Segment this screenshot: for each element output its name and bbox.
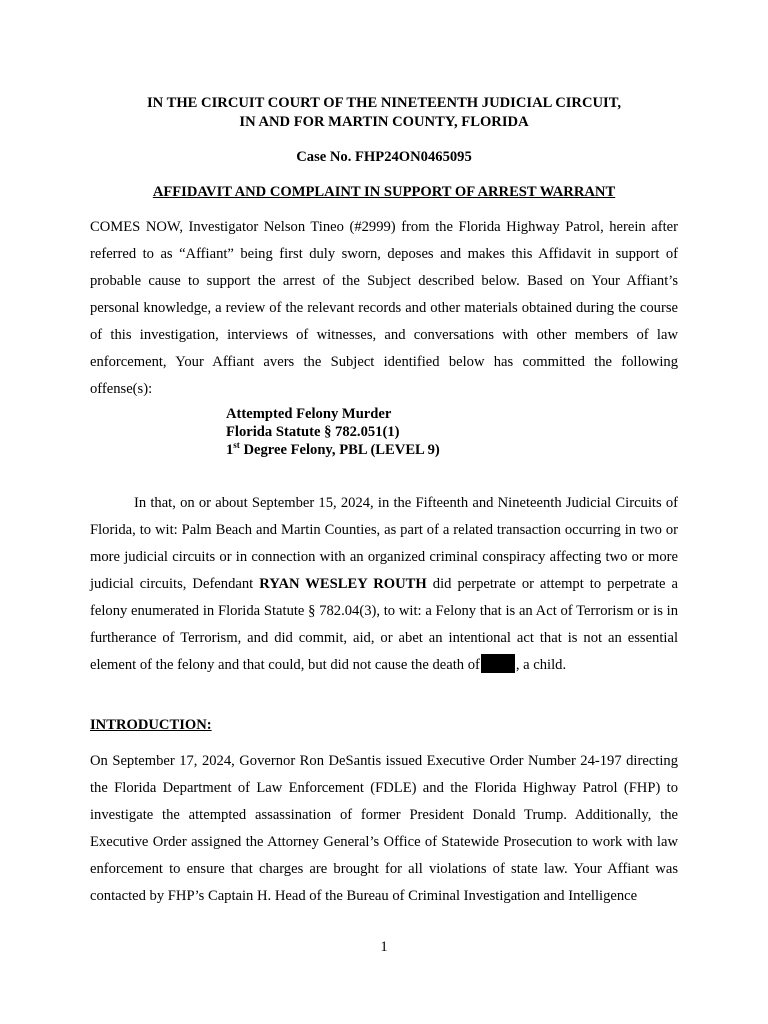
introduction-heading: INTRODUCTION: <box>90 717 212 733</box>
offense-name: Attempted Felony Murder <box>226 406 392 422</box>
case-number: Case No. FHP24ON0465095 <box>296 149 472 165</box>
court-name-line1: IN THE CIRCUIT COURT OF THE NINETEENTH JUDICIAL CIRCUIT, <box>146 95 622 111</box>
page-number: 1 <box>380 939 388 955</box>
offense-degree-suffix: st <box>233 440 240 451</box>
court-name-line2: IN AND FOR MARTIN COUNTY, FLORIDA <box>239 114 529 130</box>
charge-text-part2: did perpetrate or attempt to perpetrate a felony enumerated in Florida Statute § 782.04(3), to wit: a Felony that is an Act of Terrorism or is in furtherance of Terrorism, and did commit, aid, or abet an intentional act that is not an essential element of the felony and that could, but did not cause the death of <box>90 576 679 673</box>
document-title: AFFIDAVIT AND COMPLAINT IN SUPPORT OF ARREST WARRANT <box>152 184 616 200</box>
charge-text-part3: , a child. <box>515 657 567 673</box>
introduction-paragraph: On September 17, 2024, Governor Ron DeSantis issued Executive Order Number 24-197 directing the Florida Department of Law Enforcement (FDLE) and the Florida Highway Patrol (FHP) to investigate the attempted assassination of former President Donald Trump. Additionally, the Executive Order assigned the Attorney General’s Office of Statewide Prosecution to work with law enforcement to ensure that charges are brought for all violations of state law. Your Affiant was contacted by FHP’s Captain H. Head of the Bureau of Criminal Investigation and Intelligence <box>90 753 678 904</box>
offense-statute: Florida Statute § 782.051(1) <box>226 424 400 440</box>
defendant-name: RYAN WESLEY ROUTH <box>259 576 427 592</box>
redaction-box <box>481 654 515 673</box>
offense-degree <box>226 441 440 459</box>
offense-degree-number: 1 <box>226 442 234 458</box>
offense-degree-text: Degree Felony, PBL (LEVEL 9) <box>239 442 440 458</box>
charge-text-part1: In that, on or about September 15, 2024, in the Fifteenth and Nineteenth Judicial Circuits of Florida, to wit: Palm Beach and Martin Counties, as part of a related transaction occurring in two or more judicial circuits or in connection with an organized criminal conspiracy affecting two or more judicial circuits, Defendant <box>90 495 678 592</box>
opening-paragraph: COMES NOW, Investigator Nelson Tineo (#2999) from the Florida Highway Patrol, herein after referred to as “Affiant” being first duly sworn, deposes and makes this Affidavit in support of probable cause to support the arrest of the Subject described below. Based on Your Affiant’s personal knowledge, a review of the relevant records and other materials obtained during the course of this investigation, interviews of witnesses, and conversations with other members of law enforcement, Your Affiant avers the Subject identified below has committed the following offense(s): <box>90 219 678 397</box>
charge-paragraph <box>90 490 678 679</box>
